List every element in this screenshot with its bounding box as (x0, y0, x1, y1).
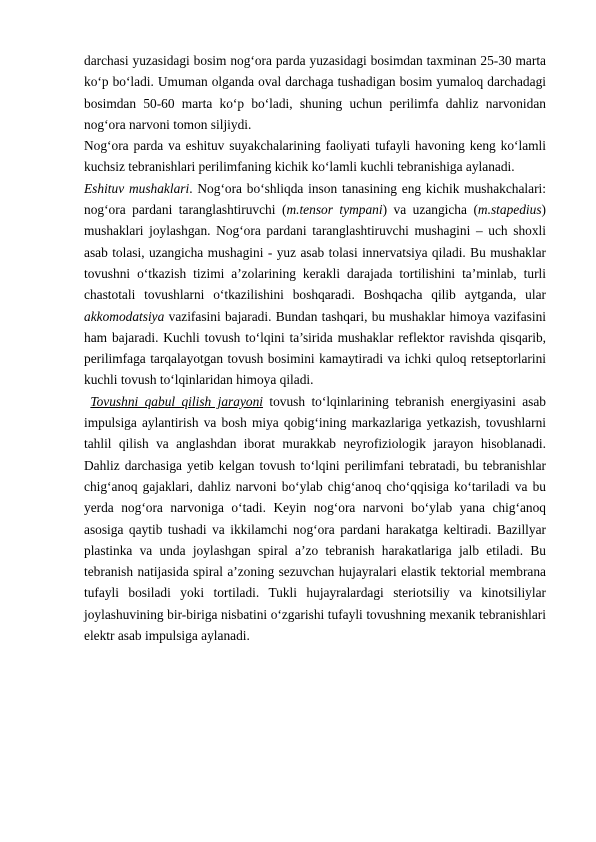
term-eshituv-mushaklari: Eshituv mushaklari (84, 180, 190, 196)
paragraph-3-text-4: vazifasini bajaradi. Bundan tashqari, bu mushaklar himoya vazifasini ham bajaradi. Kuchli tovush to‘lqini ta’sirida mushaklar reflektor ravishda qisqarib, perilimfaga tarqalayotgan tovush bosimini kamaytiradi va ichki quloq retseptorlarini kuchli tovush to‘lqinlaridan himoya qiladi. (84, 308, 546, 388)
paragraph-4-text: tovush to‘lqinlarining tebranish energiyasini asab impulsiga aylantirish va bosh miya qobig‘ining markazlariga yetkazish, tovushlarni tahlil qilish va anglashdan iborat murakkab neyrofiziologik jarayon hisoblanadi. Dahliz darchasiga yetib kelgan tovush to‘lqini perilimfani tebratadi, bu tebranishlar chig‘anoq gajaklari, dahliz narvoni bo‘ylab chig‘anoq cho‘qqisiga ko‘tariladi va bu yerda nog‘ora narvoniga o‘tadi. Keyin nog‘ora narvoni bo‘ylab yana chig‘anoq asosiga qaytib tushadi va ikkilamchi nog‘ora pardani harakatga keltiradi. Bazillyar plastinka va unda joylashgan spiral a’zo tebranish harakatlariga jalb etiladi. Bu tebranish natijasida spiral a’zoning sezuvchan hujayralari elastik tektorial membrana tufayli bosiladi yoki tortiladi. Tukli hujayralardagi steriotsiliy va kinotsiliylar joylashuvining bir-biriga nisbatini o‘zgarishi tufayli tovushning mexanik tebranishlari elektr asab impulsiga aylanadi. (84, 393, 546, 644)
paragraph-4 (84, 391, 546, 647)
paragraph-1: darchasi yuzasidagi bosim nog‘ora parda yuzasidagi bosimdan taxminan 25-30 marta ko‘p bo‘ladi. Umuman olganda oval darchaga tushadigan bosim yumaloq darchadagi bosimdan 50-60 marta ko‘p bo‘ladi, shuning uchun perilimfa dahliz narvonidan nog‘ora narvoni tomon siljiydi. (84, 53, 546, 132)
paragraph-3-text-1: . Nog‘ora bo‘shliqda inson tanasining eng kichik mushakchalari: nog‘ora pardani taranglashtiruvchi ( (84, 180, 546, 218)
paragraph-3-text-2: ) va uzangicha ( (382, 202, 478, 218)
paragraph-3-text-3: ) mushaklari joylashgan. Nog‘ora pardani taranglashtiruvchi mushagini – uch shoxli asab tolasi, uzangicha mushagini - yuz asab tolasi innervatsiya qiladi. Bu mushaklar tovushni o‘tkazish tizimi a’zolarining kerakli darajada tortilishini ta’minlab, turli chastotali tovushlarni o‘tkazilishini boshqaradi. Boshqacha qilib aytganda, ular (84, 202, 546, 303)
latin-term-stapedius: m.stapedius (477, 202, 542, 218)
paragraph-2: Nog‘ora parda va eshituv suyakchalarining faoliyati tufayli havoning keng ko‘lamli kuchsiz tebranishlari perilimfaning kichik ko‘lamli kuchli tebranishiga aylanadi. (84, 138, 546, 175)
latin-term-tensor-tympani: m.tensor tympani (286, 202, 383, 218)
document-page (84, 50, 546, 646)
term-akkomodatsiya: akkomodatsiya (84, 308, 165, 324)
paragraph-3 (84, 178, 546, 391)
term-tovushni-qabul-qilish: Tovushni qabul qilish jarayoni (90, 393, 263, 409)
